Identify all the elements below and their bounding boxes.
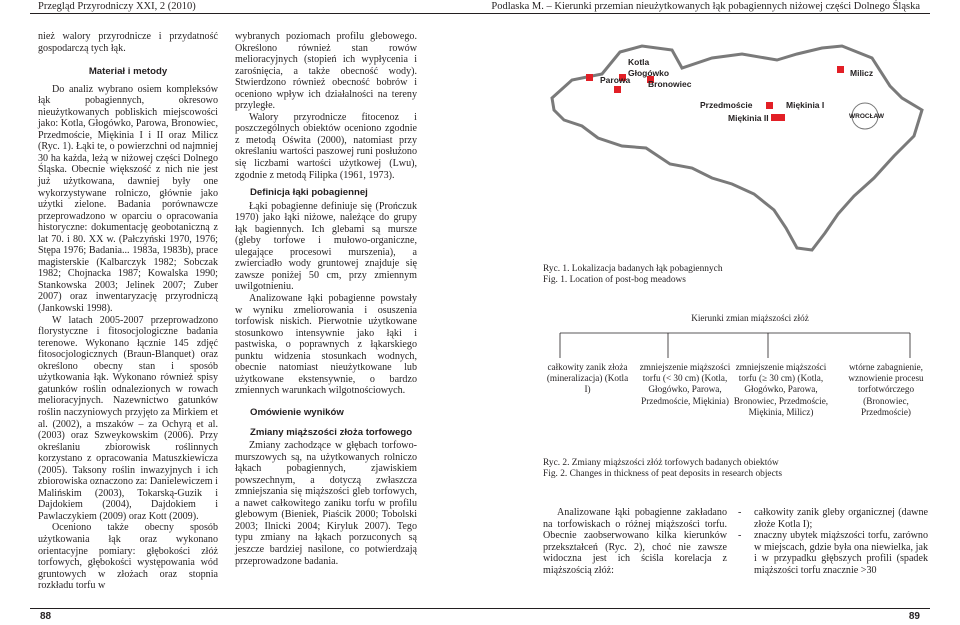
diagram-root: Kierunki zmian miąższości złóż [680,313,820,324]
section-heading-definition: Definicja łąki pobagiennej [250,187,368,199]
fig1-caption-pl: Ryc. 1. Lokalizacja badanych łąk pobagiennych [543,264,723,274]
definition-paragraph-2: Analizowane łąki pobagienne powstały w wyniku zmeliorowania i osuszenia torfowisk niskich. Pierwotnie użytkowane stosunkowo intensywnie jako łąki i pastwiska, o poprawnych z łąkarskiego punktu widzenia stosunkach wodnych, obecnie natomiast nieużytkowane lub użytkowane ekstensywnie, o bardzo zmiennych warunkach wilgotnościowych. [235,293,417,397]
map-label-miekinia-2: Miękinia II [728,113,769,123]
page-number-left: 88 [40,611,52,622]
definition-paragraph-1: Łąki pobagienne definiuje się (Prończuk 1970) jako łąki niżowe, należące do grupy łąk bagiennych. Ich glebami są mursze (gleby torfowe i mułowo-organiczne, ulegające procesowi murszenia), a zwierciadło wody gruntowej znajduje się zawsze poniżej 50 cm, przy zmiennym uwilgotnieniu. [235,200,417,293]
przedmoscie-marker [766,102,773,109]
map-label-parowa: Parowa [600,75,631,85]
footer-rule [30,608,930,609]
fig1-caption [543,264,723,286]
fig2-caption-en: Fig. 2. Changes in thickness of peat deposits in research objects [543,469,783,479]
diagram-branch-1: całkowity zanik złoża (mineralizacja) (Kotla I) [546,362,629,395]
column-right-list [738,507,928,576]
list-item-text: całkowity zanik gleby organicznej (dawne złoże Kotla I); [754,507,928,530]
list-item: - znaczny ubytek miąższości torfu, zarówno w miejscach, gdzie była ona niewielka, jak i w przypadku głębszych profili (spadek miąższości torfu znacznie >30 [738,530,928,576]
map-label-milicz: Milicz [850,68,874,78]
fig1-caption-en: Fig. 1. Location of post-bog meadows [543,275,686,285]
diagram-branch-3: zmniejszenie miąższości torfu (≥ 30 cm) (Kotla, Głogówko, Parowa, Bronowiec, Przedmoście, Miękinia, Milicz) [733,362,829,417]
map-label-wroclaw: WROCŁAW [849,113,885,120]
running-head-left: Przegląd Przyrodniczy XXI, 2 (2010) [38,1,196,12]
header-rule [30,13,930,14]
results-paragraph-1: Zmiany zachodzące w głębach torfowo-murszowych są, na użytkowanych rolniczo łąkach pobagiennych, zjawiskiem powszechnym, a dotyczą zwłaszcza zmniejszania się miąższości gleb torfowych, a nawet całkowitego zaniku torfu w profilu glebowym (Bieniek, Piaścik 2000; Tobolski 2003; Ilnicki 2004; Kiryluk 2007). Tego typu zmiany na łąkach porzuconych są jeszcze bardziej nasilone, co potwierdzają przeprowadzone badania. [235,440,417,567]
fig2-caption [543,458,782,480]
map-label-bronowiec: Bronowiec [648,79,692,89]
middle-paragraph-1: wybranych poziomach profilu glebowego. Określono również stan rowów melioracyjnych (stopień ich wypłycenia i zarośnięcia, a także obecność wody). Stwierdzono również obecność bobrów i oceniono wpływ ich działalności na tereny przyległe. [235,31,417,112]
miekinia-2-marker [778,114,785,121]
diagram-branch-2: zmniejszenie miąższości torfu (< 30 cm) (Kotla, Głogówko, Parowa, Przedmoście, Miękinia) [639,362,731,406]
fig2-caption-pl: Ryc. 2. Zmiany miąższości złóż torfowych badanych obiektów [543,458,779,468]
list-item-text: znaczny ubytek miąższości torfu, zarówno w miejscach, gdzie była ona niewielka, jak i w przypadku głębszych profili (spadek miąższości torfu znacznie >30 [754,530,928,576]
right-paragraph: Analizowane łąki pobagienne zakładano na torfowiskach o różnej miąższości torfu. Obecnie zaobserwowano kilka kierunków przekształceń (Ryc. 2), choć nie zawsze widoczna jest ich ściśla korelacja z miąższością złóż: [543,507,727,576]
map-label-kotla: Kotla [628,57,650,67]
section-heading-methods: Materiał i metody [88,66,168,78]
methods-paragraph-1: Do analiz wybrano osiem kompleksów łąk pobagiennych, okresowo nieużytkowanych pobliskich miejscowości jako: Kotla, Głogówko, Parowa, Bronowiec, Przedmoście, Miękinia I i II oraz Milicz (Ryc. 1). Łąki te, o powierzchni od najmniej 30 ha każda, leżą w niżowej części Dolnego Śląska. Obecnie większość z nich nie jest już użytkowana, dawniej były one wykorzystywane rolniczo, głównie jako użytki zielone. Badania porównawcze przeprowadzono w oparciu o opracowania historyczne: dokumentację geobotaniczną z lat 70. i 80. XX w. (Pałczyński 1970, 1976; Stępa 1976; Badania... 1983a, 1983b), prace magisterskie (Kalbarczyk 1982; Sobczak 1982; Chojnacka 1987; Kowalska 1990; Stankowska 2003; Jelinek 2007; Zuber 2007) oraz inwentaryzację przyrodniczą (Jankowski 1998). [38,83,218,315]
map-label-przedmoscie: Przedmoście [700,100,753,110]
column-right-text [543,507,727,576]
middle-paragraph-2: Walory przyrodnicze fitocenoz i poszczególnych obiektów oceniono zgodnie z metodą Oświta (2000), natomiast przy określaniu wartości paszowej runi posłużono się liczbami wartości użytkowej (Lwu), zgodnie z metodą Filipka (1961, 1973). [235,111,417,181]
column-middle [235,31,417,567]
section-heading-results: Omówienie wyników [250,406,344,418]
intro-text: nież walory przyrodnicze i przydatność gospodarczą tych łąk. [38,31,218,54]
subsection-heading-peat: Zmiany miąższości złoża torfowego [250,426,413,438]
column-left [38,31,218,592]
methods-paragraph-2: W latach 2005-2007 przeprowadzono florystyczne i fitosocjologiczne badania terenowe. Wykonano łącznie 145 zdjęć fitosocjologicznych (Braun-Blanquet) oraz określono obecny stan i sposób użytkowania łąk. Wykonano również spisy gatunków roślin odnalezionych w rowach melioracyjnych. Nazewnictwo gatunków roślin naczyniowych przyjęto za Mirkiem et al. (2002), a mszaków – za Ochyrą et al. (2003) oraz Szweykowskim (2006). Przy określaniu zbiorowisk roślinnych korzystano z opracowania Matuszkiewicza (2005). Taksony roślin inwazyjnych i ich zbiorowiska oznaczono za: Danielewiczem i Malińskim (2003), Tokarską-Guzik i Dajdokiem (2004), Dajdokiem i Pawlaczykiem (2009) oraz Kott (2009). [38,314,218,522]
running-head [0,0,960,14]
parowa-marker [586,74,593,81]
location-map [542,28,934,258]
list-item: - całkowity zanik gleby organicznej (dawne złoże Kotla I); [738,507,928,530]
miekinia-1-marker [771,114,778,121]
page-number-right: 89 [908,611,920,622]
running-head-right: Podlaska M. – Kierunki przemian nieużytkowanych łąk pobagiennych niżowej części Dolnego Śląska [491,1,920,12]
methods-paragraph-3: Oceniono także obecny sposób użytkowania łąk oraz wykonano orientacyjne pomiary: głębokości złóż torfowych, głębokości występowania wód gruntowych w złożach oraz stopnia rozkładu torfu w [38,522,218,592]
glogowko-marker [614,86,621,93]
map-label-miekinia-1: Miękinia I [786,100,825,110]
diagram-branch-4: wtórne zabagnienie, wznowienie procesu torfotwórczego (Bronowiec, Przedmoście) [848,362,924,417]
milicz-marker [837,66,844,73]
map-label-glogowko: Głogówko [628,68,670,78]
